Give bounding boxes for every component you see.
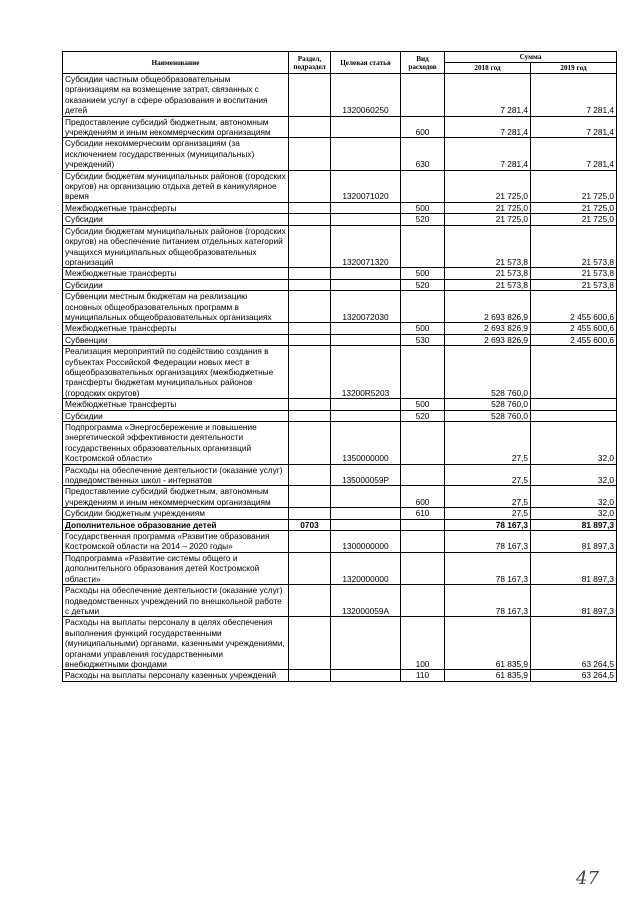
header-2018: 2018 год bbox=[445, 63, 531, 74]
cell-2018: 21 725,0 bbox=[445, 202, 531, 213]
cell-name: Реализация мероприятий по содействию создания в субъектах Российской Федерации новых мест в общеобразовательных организациях (межбюджетные трансферты бюджетам муниципальных районов (городских округов) bbox=[63, 346, 289, 399]
table-row bbox=[63, 225, 617, 268]
cell-kind bbox=[401, 531, 445, 553]
cell-2019: 2 455 600,6 bbox=[531, 291, 617, 323]
cell-kind: 520 bbox=[401, 214, 445, 225]
table-row bbox=[63, 74, 617, 117]
cell-2018: 2 693 826,9 bbox=[445, 323, 531, 334]
cell-article bbox=[331, 399, 401, 410]
table-row bbox=[63, 399, 617, 410]
cell-kind bbox=[401, 422, 445, 465]
cell-section bbox=[289, 116, 331, 138]
table-row bbox=[63, 214, 617, 225]
cell-name: Предоставление субсидий бюджетным, автономным учреждениям и иным некоммерческим организациям bbox=[63, 486, 289, 508]
cell-2019: 21 573,8 bbox=[531, 225, 617, 268]
cell-kind bbox=[401, 170, 445, 202]
cell-article bbox=[331, 670, 401, 681]
cell-kind bbox=[401, 552, 445, 584]
header-2019: 2019 год bbox=[531, 63, 617, 74]
cell-section bbox=[289, 486, 331, 508]
table-row bbox=[63, 334, 617, 345]
cell-kind: 530 bbox=[401, 334, 445, 345]
table-body bbox=[63, 74, 617, 682]
cell-2018: 2 693 826,9 bbox=[445, 334, 531, 345]
cell-2019: 7 281,4 bbox=[531, 116, 617, 138]
cell-section: 0703 bbox=[289, 519, 331, 530]
table-row bbox=[63, 138, 617, 170]
cell-2018: 61 835,9 bbox=[445, 670, 531, 681]
cell-kind bbox=[401, 74, 445, 117]
cell-2018: 2 693 826,9 bbox=[445, 291, 531, 323]
cell-2018: 27,5 bbox=[445, 486, 531, 508]
budget-table bbox=[62, 51, 617, 682]
table-row bbox=[63, 670, 617, 681]
cell-section bbox=[289, 422, 331, 465]
cell-kind bbox=[401, 519, 445, 530]
header-sum: Сумма bbox=[445, 52, 617, 63]
cell-kind bbox=[401, 346, 445, 399]
cell-name: Субсидии частным общеобразовательным организациям на возмещение затрат, связанных с оказанием услуг в сфере образования и воспитания детей bbox=[63, 74, 289, 117]
cell-article bbox=[331, 268, 401, 279]
cell-kind: 600 bbox=[401, 486, 445, 508]
cell-2019: 7 281,4 bbox=[531, 74, 617, 117]
cell-2018: 528 760,0 bbox=[445, 346, 531, 399]
cell-2018: 21 573,8 bbox=[445, 268, 531, 279]
cell-section bbox=[289, 552, 331, 584]
cell-2019 bbox=[531, 346, 617, 399]
cell-2018: 27,5 bbox=[445, 508, 531, 519]
cell-2018: 78 167,3 bbox=[445, 552, 531, 584]
header-article: Целевая статья bbox=[331, 52, 401, 74]
cell-article bbox=[331, 214, 401, 225]
cell-section bbox=[289, 268, 331, 279]
cell-section bbox=[289, 214, 331, 225]
table-row bbox=[63, 268, 617, 279]
cell-2018: 27,5 bbox=[445, 464, 531, 486]
cell-kind: 610 bbox=[401, 508, 445, 519]
cell-section bbox=[289, 279, 331, 290]
table-row bbox=[63, 279, 617, 290]
cell-article bbox=[331, 519, 401, 530]
cell-article: 1300000000 bbox=[331, 531, 401, 553]
cell-2018: 7 281,4 bbox=[445, 116, 531, 138]
cell-article bbox=[331, 508, 401, 519]
cell-name: Субвенции bbox=[63, 334, 289, 345]
cell-2019: 63 264,5 bbox=[531, 670, 617, 681]
cell-name: Расходы на обеспечение деятельности (оказание услуг) подведомственных школ - интернатов bbox=[63, 464, 289, 486]
cell-kind: 520 bbox=[401, 279, 445, 290]
cell-kind: 100 bbox=[401, 617, 445, 670]
cell-article bbox=[331, 617, 401, 670]
cell-name: Расходы на выплаты персоналу в целях обеспечения выполнения функций государственными (муниципальными) органами, казенными учреждениями, органами управления государственными внебюджетными фондами bbox=[63, 617, 289, 670]
cell-2018: 61 835,9 bbox=[445, 617, 531, 670]
cell-name: Субсидии бюджетам муниципальных районов (городских округов) на обеспечение питанием отдельных категорий учащихся муниципальных общеобразовательных организаций bbox=[63, 225, 289, 268]
cell-section bbox=[289, 202, 331, 213]
cell-kind: 500 bbox=[401, 268, 445, 279]
cell-name: Субсидии некоммерческим организациям (за исключением государственных (муниципальных) учреждений) bbox=[63, 138, 289, 170]
cell-name: Субвенции местным бюджетам на реализацию основных общеобразовательных программ в муниципальных общеобразовательных организациях bbox=[63, 291, 289, 323]
cell-2019: 32,0 bbox=[531, 486, 617, 508]
cell-2019: 32,0 bbox=[531, 422, 617, 465]
cell-section bbox=[289, 410, 331, 421]
cell-2018: 7 281,4 bbox=[445, 138, 531, 170]
cell-2019: 32,0 bbox=[531, 464, 617, 486]
cell-2019: 81 897,3 bbox=[531, 531, 617, 553]
cell-kind bbox=[401, 291, 445, 323]
cell-2018: 27,5 bbox=[445, 422, 531, 465]
cell-2018: 528 760,0 bbox=[445, 399, 531, 410]
cell-article bbox=[331, 410, 401, 421]
cell-kind: 520 bbox=[401, 410, 445, 421]
cell-kind: 500 bbox=[401, 323, 445, 334]
cell-section bbox=[289, 74, 331, 117]
table-header-row bbox=[63, 52, 617, 63]
cell-article bbox=[331, 202, 401, 213]
cell-name: Межбюджетные трансферты bbox=[63, 323, 289, 334]
cell-name: Межбюджетные трансферты bbox=[63, 202, 289, 213]
header-name: Наименование bbox=[63, 52, 289, 74]
cell-name: Межбюджетные трансферты bbox=[63, 399, 289, 410]
table-row bbox=[63, 116, 617, 138]
cell-kind: 600 bbox=[401, 116, 445, 138]
cell-section bbox=[289, 346, 331, 399]
cell-name: Дополнительное образование детей bbox=[63, 519, 289, 530]
cell-name: Государственная программа «Развитие образования Костромской области на 2014 – 2020 годы» bbox=[63, 531, 289, 553]
cell-2019: 81 897,3 bbox=[531, 585, 617, 617]
cell-article: 1320060250 bbox=[331, 74, 401, 117]
cell-kind bbox=[401, 225, 445, 268]
cell-section bbox=[289, 225, 331, 268]
cell-2018: 21 573,8 bbox=[445, 279, 531, 290]
cell-2019: 2 455 600,6 bbox=[531, 334, 617, 345]
table-row bbox=[63, 519, 617, 530]
cell-name: Субсидии бюджетам муниципальных районов (городских округов) на организацию отдыха детей в каникулярное время bbox=[63, 170, 289, 202]
cell-2019 bbox=[531, 410, 617, 421]
cell-kind: 110 bbox=[401, 670, 445, 681]
cell-name: Подпрограмма «Энергосбережение и повышение энергетической эффективности деятельности государственных образовательных организаций Костромской области» bbox=[63, 422, 289, 465]
table-row bbox=[63, 585, 617, 617]
cell-kind bbox=[401, 585, 445, 617]
table-row bbox=[63, 202, 617, 213]
table-row bbox=[63, 531, 617, 553]
cell-name: Межбюджетные трансферты bbox=[63, 268, 289, 279]
cell-section bbox=[289, 170, 331, 202]
cell-article bbox=[331, 334, 401, 345]
cell-2019: 2 455 600,6 bbox=[531, 323, 617, 334]
cell-kind: 630 bbox=[401, 138, 445, 170]
cell-2019: 21 573,8 bbox=[531, 268, 617, 279]
cell-article bbox=[331, 116, 401, 138]
cell-article bbox=[331, 279, 401, 290]
cell-article: 1350000000 bbox=[331, 422, 401, 465]
cell-2019: 81 897,3 bbox=[531, 552, 617, 584]
cell-article: 135000059Р bbox=[331, 464, 401, 486]
cell-name: Расходы на выплаты персоналу казенных учреждений bbox=[63, 670, 289, 681]
table-row bbox=[63, 291, 617, 323]
cell-2018: 21 725,0 bbox=[445, 170, 531, 202]
cell-section bbox=[289, 291, 331, 323]
cell-section bbox=[289, 464, 331, 486]
cell-article: 13200R5203 bbox=[331, 346, 401, 399]
cell-2019: 81 897,3 bbox=[531, 519, 617, 530]
header-section: Раздел, подраздел bbox=[289, 52, 331, 74]
header-kind: Вид расходов bbox=[401, 52, 445, 74]
cell-article: 1320072030 bbox=[331, 291, 401, 323]
cell-2019: 63 264,5 bbox=[531, 617, 617, 670]
table-row bbox=[63, 552, 617, 584]
table-row bbox=[63, 508, 617, 519]
cell-2019: 21 725,0 bbox=[531, 202, 617, 213]
table-row bbox=[63, 464, 617, 486]
table-row bbox=[63, 170, 617, 202]
cell-section bbox=[289, 617, 331, 670]
cell-2019: 21 725,0 bbox=[531, 214, 617, 225]
cell-article: 132000059А bbox=[331, 585, 401, 617]
cell-2019: 32,0 bbox=[531, 508, 617, 519]
cell-kind: 500 bbox=[401, 399, 445, 410]
cell-section bbox=[289, 508, 331, 519]
cell-section bbox=[289, 323, 331, 334]
table-row bbox=[63, 422, 617, 465]
cell-section bbox=[289, 334, 331, 345]
cell-2018: 7 281,4 bbox=[445, 74, 531, 117]
cell-name: Субсидии бюджетным учреждениям bbox=[63, 508, 289, 519]
cell-2019: 7 281,4 bbox=[531, 138, 617, 170]
cell-2018: 78 167,3 bbox=[445, 585, 531, 617]
cell-article bbox=[331, 323, 401, 334]
cell-article: 1320071320 bbox=[331, 225, 401, 268]
cell-article: 1320071020 bbox=[331, 170, 401, 202]
table-row bbox=[63, 346, 617, 399]
cell-name: Предоставление субсидий бюджетным, автономным учреждениям и иным некоммерческим организациям bbox=[63, 116, 289, 138]
cell-kind bbox=[401, 464, 445, 486]
cell-section bbox=[289, 585, 331, 617]
cell-name: Расходы на обеспечение деятельности (оказание услуг) подведомственных учреждений по внешкольной работе с детьми bbox=[63, 585, 289, 617]
table-row bbox=[63, 486, 617, 508]
cell-2018: 78 167,3 bbox=[445, 519, 531, 530]
cell-section bbox=[289, 670, 331, 681]
cell-kind: 500 bbox=[401, 202, 445, 213]
cell-name: Субсидии bbox=[63, 214, 289, 225]
cell-section bbox=[289, 399, 331, 410]
cell-name: Субсидии bbox=[63, 410, 289, 421]
cell-article: 1320000000 bbox=[331, 552, 401, 584]
cell-name: Подпрограмма «Развитие системы общего и дополнительного образования детей Костромской области» bbox=[63, 552, 289, 584]
cell-2019: 21 573,8 bbox=[531, 279, 617, 290]
cell-2019 bbox=[531, 399, 617, 410]
cell-2018: 78 167,3 bbox=[445, 531, 531, 553]
cell-2018: 21 573,8 bbox=[445, 225, 531, 268]
cell-section bbox=[289, 531, 331, 553]
cell-section bbox=[289, 138, 331, 170]
table-row bbox=[63, 410, 617, 421]
table-row bbox=[63, 323, 617, 334]
cell-article bbox=[331, 486, 401, 508]
page-number: 47 bbox=[576, 868, 599, 889]
cell-2018: 528 760,0 bbox=[445, 410, 531, 421]
cell-article bbox=[331, 138, 401, 170]
cell-name: Субсидии bbox=[63, 279, 289, 290]
cell-2019: 21 725,0 bbox=[531, 170, 617, 202]
table-row bbox=[63, 617, 617, 670]
cell-2018: 21 725,0 bbox=[445, 214, 531, 225]
